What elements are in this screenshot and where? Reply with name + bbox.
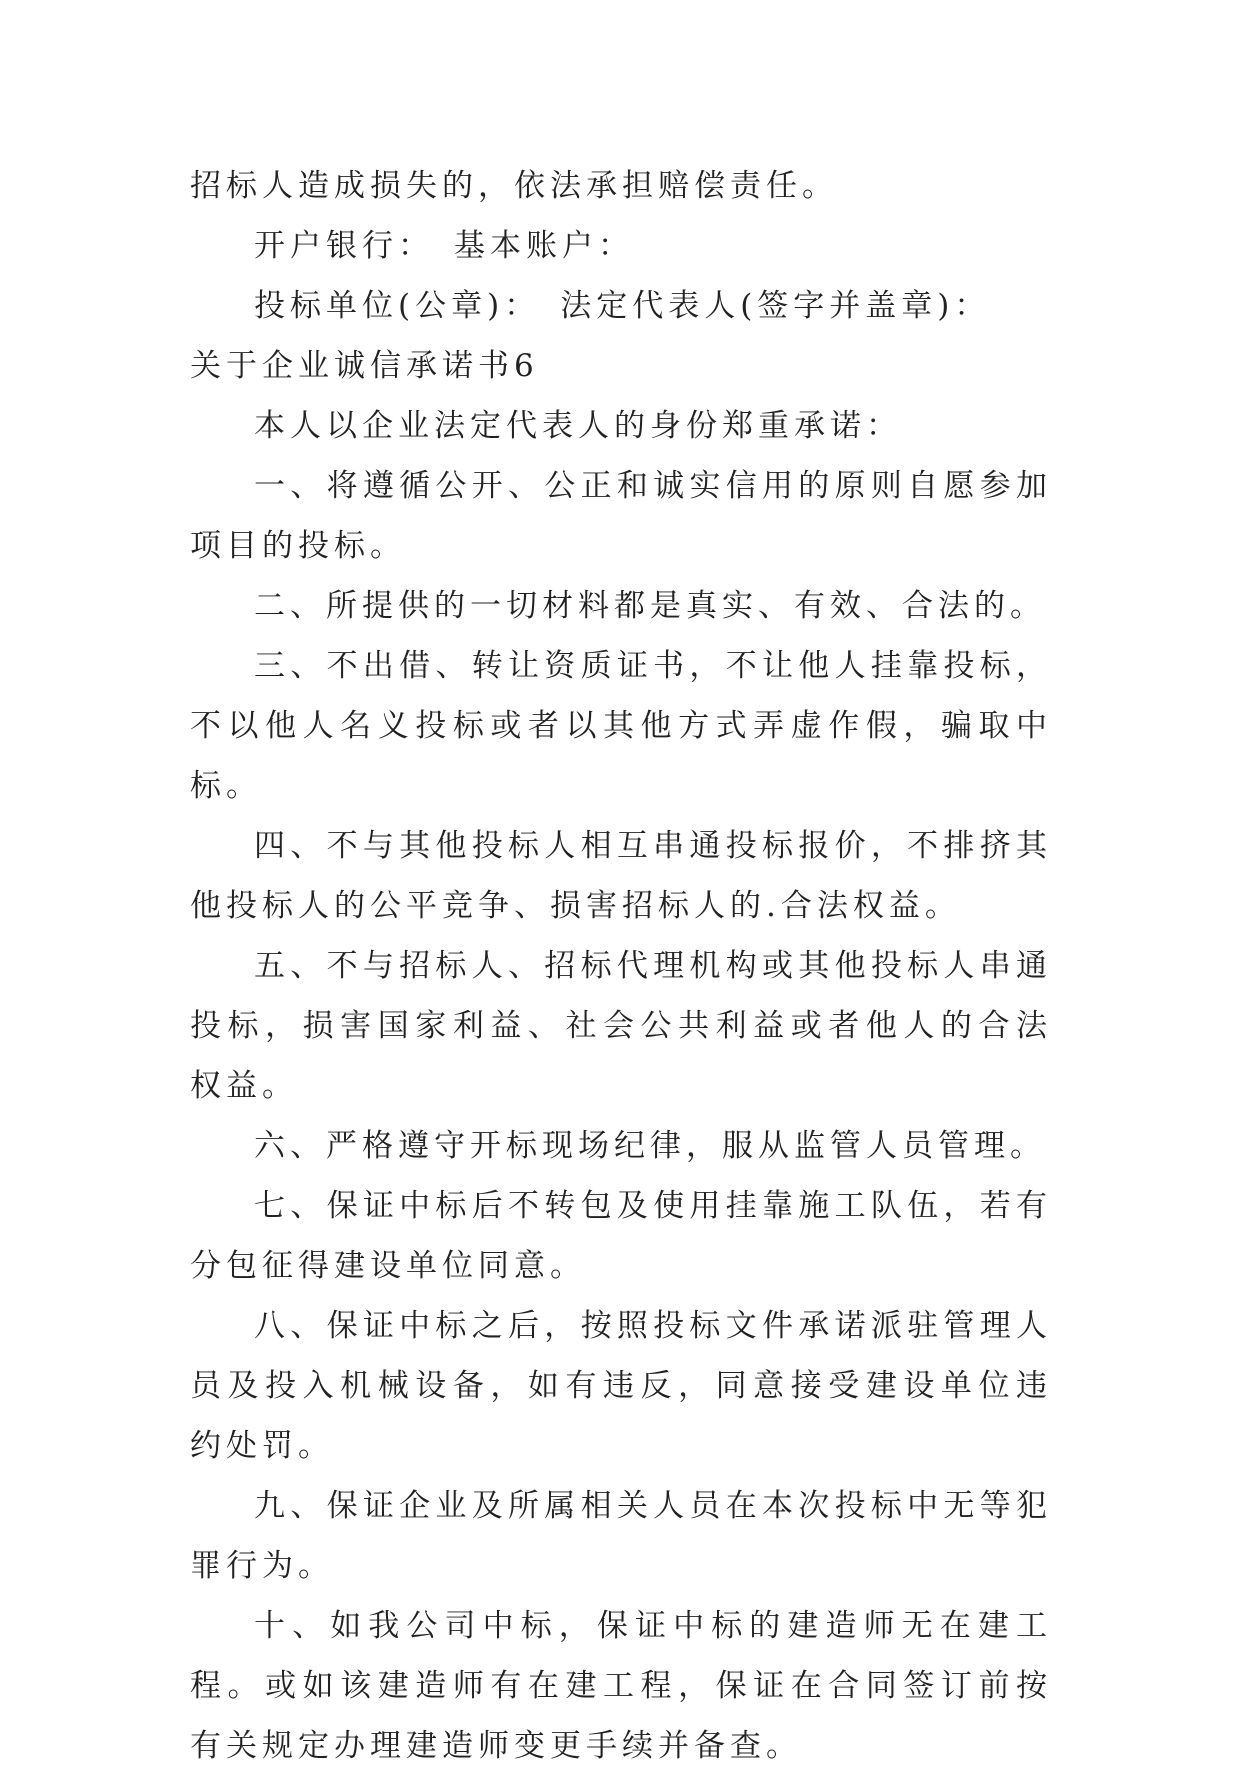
continuation-paragraph: 招标人造成损失的，依法承担赔偿责任。 xyxy=(190,168,838,204)
commitment-item-2: 二、所提供的一切材料都是真实、有效、合法的。 xyxy=(254,588,1046,624)
commitment-item-1: 一、将遵循公开、公正和诚实信用的原则自愿参加项目的投标。 xyxy=(190,468,1052,564)
bank-label: 开户银行： xyxy=(254,228,434,264)
signature-line xyxy=(190,276,1052,336)
intro-paragraph: 本人以企业法定代表人的身份郑重承诺： xyxy=(254,408,902,444)
commitment-item-5: 五、不与招标人、招标代理机构或其他投标人串通投标，损害国家利益、社会公共利益或者他人的合法权益。 xyxy=(190,948,1052,1104)
account-label: 基本账户： xyxy=(454,228,634,264)
bank-info-line xyxy=(190,216,1052,276)
commitment-item-3: 三、不出借、转让资质证书，不让他人挂靠投标，不以他人名义投标或者以其他方式弄虚作假，骗取中标。 xyxy=(190,648,1052,804)
commitment-item-9: 九、保证企业及所属相关人员在本次投标中无等犯罪行为。 xyxy=(190,1488,1052,1584)
commitment-item-6: 六、严格遵守开标现场纪律，服从监管人员管理。 xyxy=(254,1128,1046,1164)
commitment-item-8: 八、保证中标之后，按照投标文件承诺派驻管理人员及投入机械设备，如有违反，同意接受建设单位违约处罚。 xyxy=(190,1308,1052,1464)
document-body xyxy=(190,156,1052,1776)
commitment-item-7: 七、保证中标后不转包及使用挂靠施工队伍，若有分包征得建设单位同意。 xyxy=(190,1188,1052,1284)
commitment-item-4: 四、不与其他投标人相互串通投标报价，不排挤其他投标人的公平竞争、损害招标人的.合法权益。 xyxy=(190,828,1052,924)
legal-rep-label: 法定代表人(签字并盖章)： xyxy=(560,288,991,324)
section-title: 关于企业诚信承诺书6 xyxy=(190,348,539,384)
commitment-item-10: 十、如我公司中标，保证中标的建造师无在建工程。或如该建造师有在建工程，保证在合同签订前按有关规定办理建造师变更手续并备查。 xyxy=(190,1608,1052,1764)
bidder-unit-label: 投标单位(公章)： xyxy=(254,288,541,324)
